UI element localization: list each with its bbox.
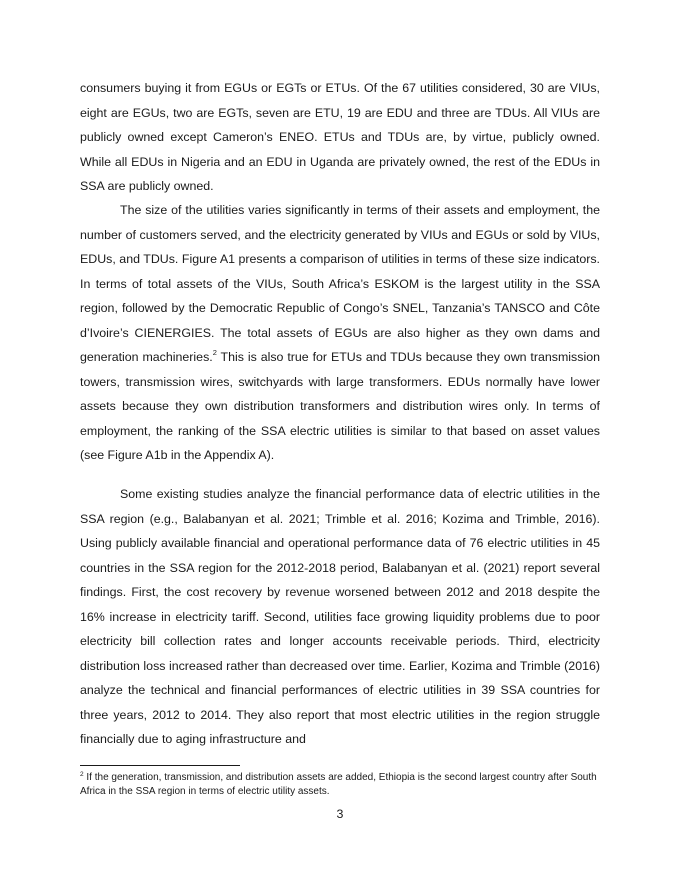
paragraph-1	[80, 76, 600, 199]
page-number: 3	[336, 807, 344, 821]
paragraph-2-text-b: This is also true for ETUs and TDUs because they own transmission towers, transmission wires, switchyards with large transformers. EDUs normally have lower assets because they own distribution transformers and distribution wires only. In terms of employment, the ranking of the SSA electric utilities is similar to that based on asset values (see Figure A1b in the Appendix A).	[80, 350, 600, 462]
paragraph-3-text: Some existing studies analyze the financial performance data of electric utilities in the SSA region (e.g., Balabanyan et al. 2021; Trimble et al. 2016; Kozima and Trimble, 2016). Using publicly available financial and operational performance data of 76 electric utilities in 45 countries in the SSA region for the 2012-2018 period, Balabanyan et al. (2021) report several findings. First, the cost recovery by revenue worsened between 2012 and 2018 despite the 16% increase in electricity tariff. Second, utilities face growing liquidity problems due to poor electricity bill collection rates and longer accounts receivable periods. Third, electricity distribution loss increased rather than decreased over time. Earlier, Kozima and Trimble (2016) analyze the technical and financial performances of electric utilities in 39 SSA countries for three years, 2012 to 2014. They also report that most electric utilities in the region struggle financially due to aging infrastructure and	[80, 487, 600, 746]
paragraph-2-text-a: The size of the utilities varies significantly in terms of their assets and employment, the number of customers served, and the electricity generated by VIUs and EGUs or sold by VIUs, EDUs, and TDUs. Figure A1 presents a comparison of utilities in terms of these size indicators. In terms of total assets of the VIUs, South Africa’s ESKOM is the largest utility in the SSA region, followed by the Democratic Republic of Congo’s SNEL, Tanzania’s TANSCO and Côte d’Ivoire’s CIENERGIES. The total assets of EGUs are also higher as they own dams and generation machineries.	[80, 203, 600, 364]
footnote-2	[80, 771, 600, 799]
footnote-reference-2[interactable]: 2	[212, 348, 217, 357]
footnote-separator	[80, 765, 240, 766]
footnote-text: If the generation, transmission, and distribution assets are added, Ethiopia is the second largest country after South Africa in the SSA region in terms of electric utility assets.	[80, 772, 597, 797]
paragraph-1-text: consumers buying it from EGUs or EGTs or ETUs. Of the 67 utilities considered, 30 are VIUs, eight are EGUs, two are EGTs, seven are ETU, 19 are EDU and three are TDUs. All VIUs are publicly owned except Cameron’s ENEO. ETUs and TDUs are, by virtue, publicly owned. While all EDUs in Nigeria and an EDU in Uganda are privately owned, the rest of the EDUs in SSA are publicly owned.	[80, 81, 600, 193]
footnote-marker: 2	[80, 771, 84, 778]
paragraph-3	[80, 482, 600, 752]
paragraph-2	[80, 198, 600, 468]
